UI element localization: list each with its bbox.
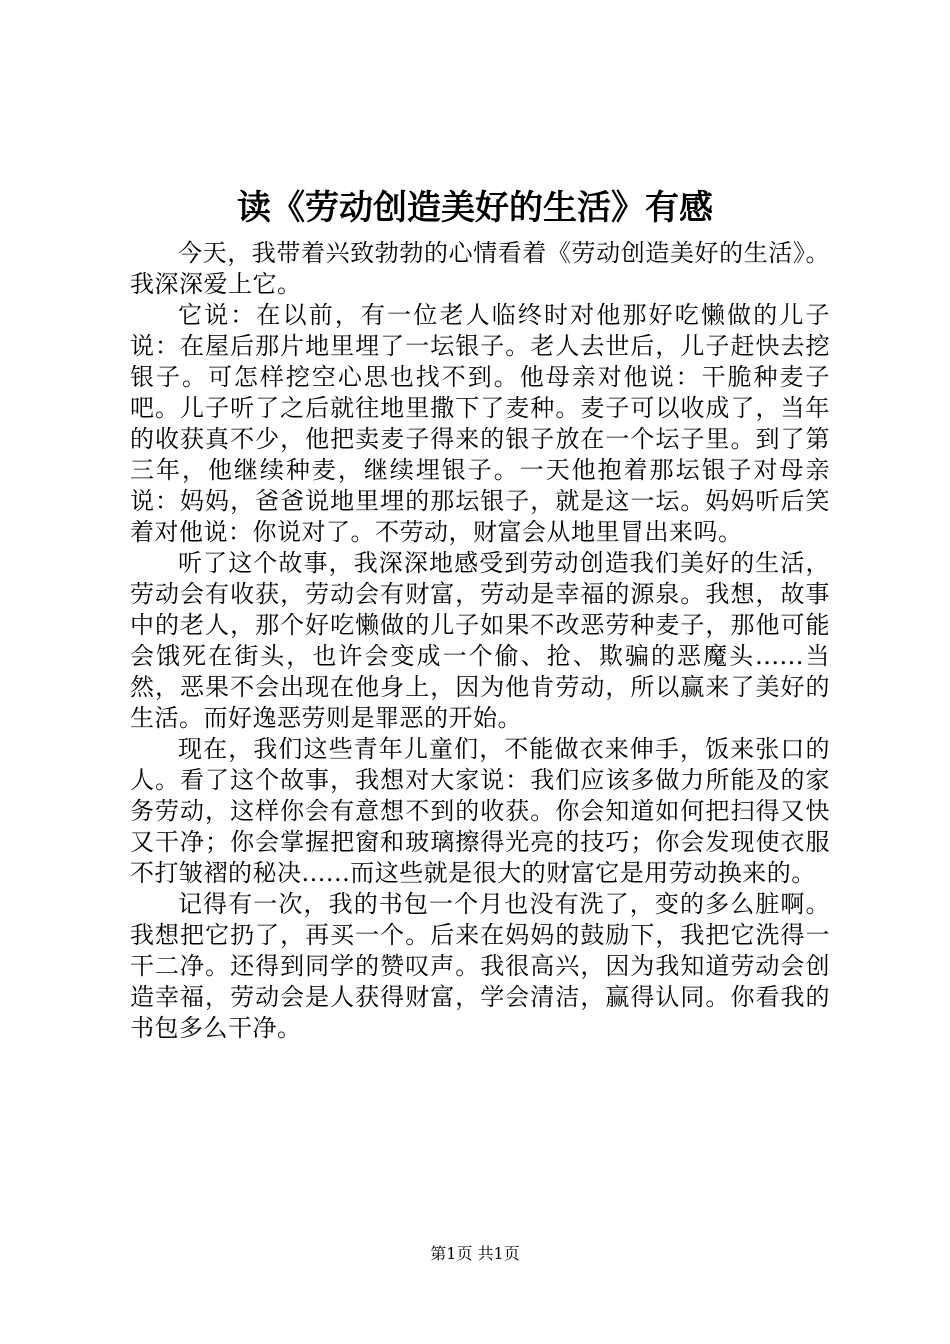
document-body: [130, 238, 830, 1044]
paragraph-5: 记得有一次，我的书包一个月也没有洗了，变的多么脏啊。我想把它扔了，再买一个。后来在妈妈的鼓励下，我把它洗得一干二净。还得到同学的赞叹声。我很高兴，因为我知道劳动会创造幸福，劳动会是人获得财富，学会清洁，赢得认同。你看我的书包多么干净。: [130, 890, 830, 1042]
document-title: 读《劳动创造美好的生活》有感: [237, 188, 713, 228]
paragraph-4: 现在，我们这些青年儿童们，不能做衣来伸手，饭来张口的人。看了这个故事，我想对大家说：我们应该多做力所能及的家务劳动，这样你会有意想不到的收获。你会知道如何把扫得又快又干净；你会掌握把窗和玻璃擦得光亮的技巧；你会发现使衣服不打皱褶的秘决......而这些就是很大的财富它是用劳动换来的。: [130, 735, 830, 887]
paragraph-1: 今天，我带着兴致勃勃的心情看着《劳动创造美好的生活》。我深深爱上它。: [130, 239, 830, 298]
paragraph-3: 听了这个故事，我深深地感受到劳动创造我们美好的生活，劳动会有收获，劳动会有财富，劳动是幸福的源泉。我想，故事中的老人，那个好吃懒做的儿子如果不改恶劳种麦子，那他可能会饿死在街头，也许会变成一个偷、抢、欺骗的恶魔头......当然，恶果不会出现在他身上，因为他肯劳动，所以赢来了美好的生活。而好逸恶劳则是罪恶的开始。: [130, 549, 830, 732]
page-footer: 第1页 共1页: [430, 1244, 520, 1263]
paragraph-2: 它说：在以前，有一位老人临终时对他那好吃懒做的儿子说：在屋后那片地里埋了一坛银子。老人去世后，儿子赶快去挖银子。可怎样挖空心思也找不到。他母亲对他说：干脆种麦子吧。儿子听了之后就往地里撒下了麦种。麦子可以收成了，当年的收获真不少，他把卖麦子得来的银子放在一个坛子里。到了第三年，他继续种麦，继续埋银子。一天他抱着那坛银子对母亲说：妈妈，爸爸说地里埋的那坛银子，就是这一坛。妈妈听后笑着对他说：你说对了。不劳动，财富会从地里冒出来吗。: [130, 301, 830, 546]
